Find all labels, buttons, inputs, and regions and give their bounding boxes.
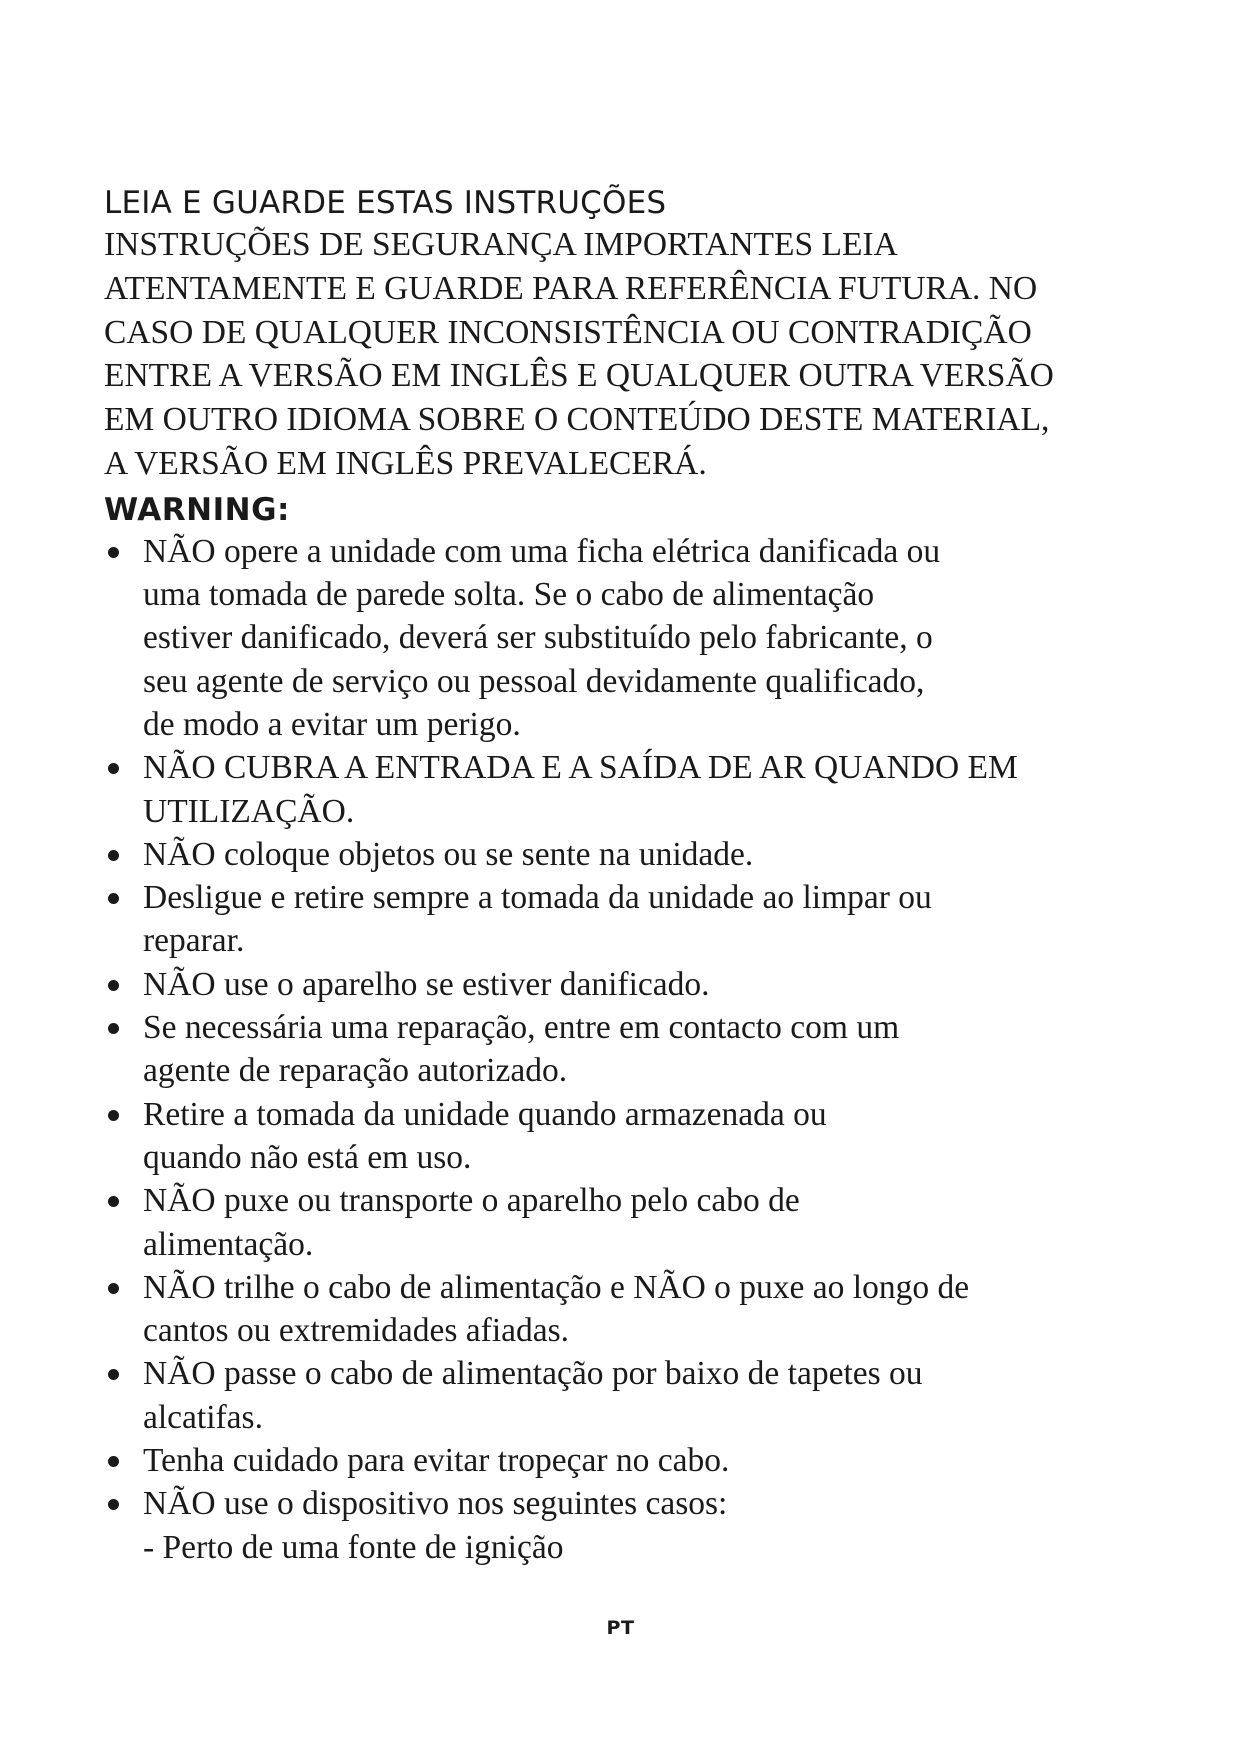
bullet-icon: [108, 893, 119, 904]
list-item: [104, 1352, 1164, 1439]
intro-line: INSTRUÇÕES DE SEGURANÇA IMPORTANTES LEIA: [104, 226, 898, 263]
list-item-line: - Perto de uma fonte de ignição: [143, 1528, 564, 1566]
list-item-line: alimentação.: [143, 1225, 314, 1263]
list-item-line: agente de reparação autorizado.: [143, 1052, 568, 1090]
list-item-line: reparar.: [143, 922, 245, 960]
list-item-line: Retire a tomada da unidade quando armazenada ou: [143, 1095, 827, 1133]
list-item-line: quando não está em uso.: [143, 1138, 472, 1176]
bullet-icon: [108, 1283, 119, 1294]
bullet-icon: [108, 1499, 119, 1510]
list-item-line: NÃO trilhe o cabo de alimentação e NÃO o puxe ao longo de: [143, 1268, 970, 1306]
list-item-line: NÃO puxe ou transporte o aparelho pelo cabo de: [143, 1182, 800, 1220]
section-heading: LEIA E GUARDE ESTAS INSTRUÇÕES: [104, 185, 667, 221]
list-item-line: NÃO coloque objetos ou se sente na unidade.: [143, 835, 754, 873]
list-item: [104, 1179, 1164, 1266]
intro-line: A VERSÃO EM INGLÊS PREVALECERÁ.: [104, 444, 707, 482]
list-item-line: seu agente de serviço ou pessoal devidamente qualificado,: [143, 662, 925, 700]
list-item: [104, 1266, 1164, 1353]
bullet-icon: [108, 1369, 119, 1380]
list-item: [104, 963, 1164, 1006]
list-item-line: cantos ou extremidades afiadas.: [143, 1312, 570, 1350]
list-item: [104, 1439, 1164, 1482]
list-item: [104, 1093, 1164, 1180]
list-item-line: NÃO use o aparelho se estiver danificado.: [143, 965, 710, 1003]
bullet-icon: [108, 1456, 119, 1467]
list-item: [104, 1006, 1164, 1093]
warning-label: WARNING:: [104, 491, 290, 528]
list-item: [104, 746, 1164, 833]
list-item-line: Desligue e retire sempre a tomada da unidade ao limpar ou: [143, 879, 932, 917]
list-item-line: Se necessária uma reparação, entre em contacto com um: [143, 1009, 900, 1047]
list-item-line: NÃO use o dispositivo nos seguintes casos:: [143, 1485, 728, 1523]
bullet-icon: [108, 1196, 119, 1207]
bullet-icon: [108, 850, 119, 861]
intro-paragraph: [104, 223, 1164, 486]
intro-line: ATENTAMENTE E GUARDE PARA REFERÊNCIA FUTURA. NO: [104, 269, 1038, 307]
list-item-line: de modo a evitar um perigo.: [143, 705, 521, 743]
bullet-icon: [108, 1023, 119, 1034]
list-item-line: NÃO CUBRA A ENTRADA E A SAÍDA DE AR QUANDO EM: [143, 749, 1018, 787]
bullet-icon: [108, 980, 119, 991]
bullet-icon: [108, 1110, 119, 1121]
list-item-line: alcatifas.: [143, 1398, 263, 1436]
bullet-icon: [108, 763, 119, 774]
list-item: [104, 833, 1164, 876]
list-item-line: NÃO opere a unidade com uma ficha elétrica danificada ou: [143, 532, 941, 570]
list-item: [104, 1482, 1164, 1569]
list-item: [104, 876, 1164, 963]
page-content: [104, 183, 1164, 1569]
list-item-line: estiver danificado, deverá ser substituído pelo fabricante, o: [143, 619, 933, 657]
list-item-line: NÃO passe o cabo de alimentação por baixo de tapetes ou: [143, 1355, 923, 1393]
intro-line: ENTRE A VERSÃO EM INGLÊS E QUALQUER OUTRA VERSÃO: [104, 357, 1054, 395]
warning-list: [104, 530, 1164, 1569]
list-item-line: UTILIZAÇÃO.: [143, 792, 355, 830]
intro-line: EM OUTRO IDIOMA SOBRE O CONTEÚDO DESTE MATERIAL,: [104, 401, 1050, 439]
list-item-line: Tenha cuidado para evitar tropeçar no cabo.: [143, 1442, 730, 1480]
list-item: [104, 530, 1164, 746]
bullet-icon: [108, 547, 119, 558]
list-item-line: uma tomada de parede solta. Se o cabo de alimentação: [143, 576, 875, 614]
intro-line: CASO DE QUALQUER INCONSISTÊNCIA OU CONTRADIÇÃO: [104, 313, 1032, 351]
page-language-code: PT: [606, 1617, 635, 1639]
